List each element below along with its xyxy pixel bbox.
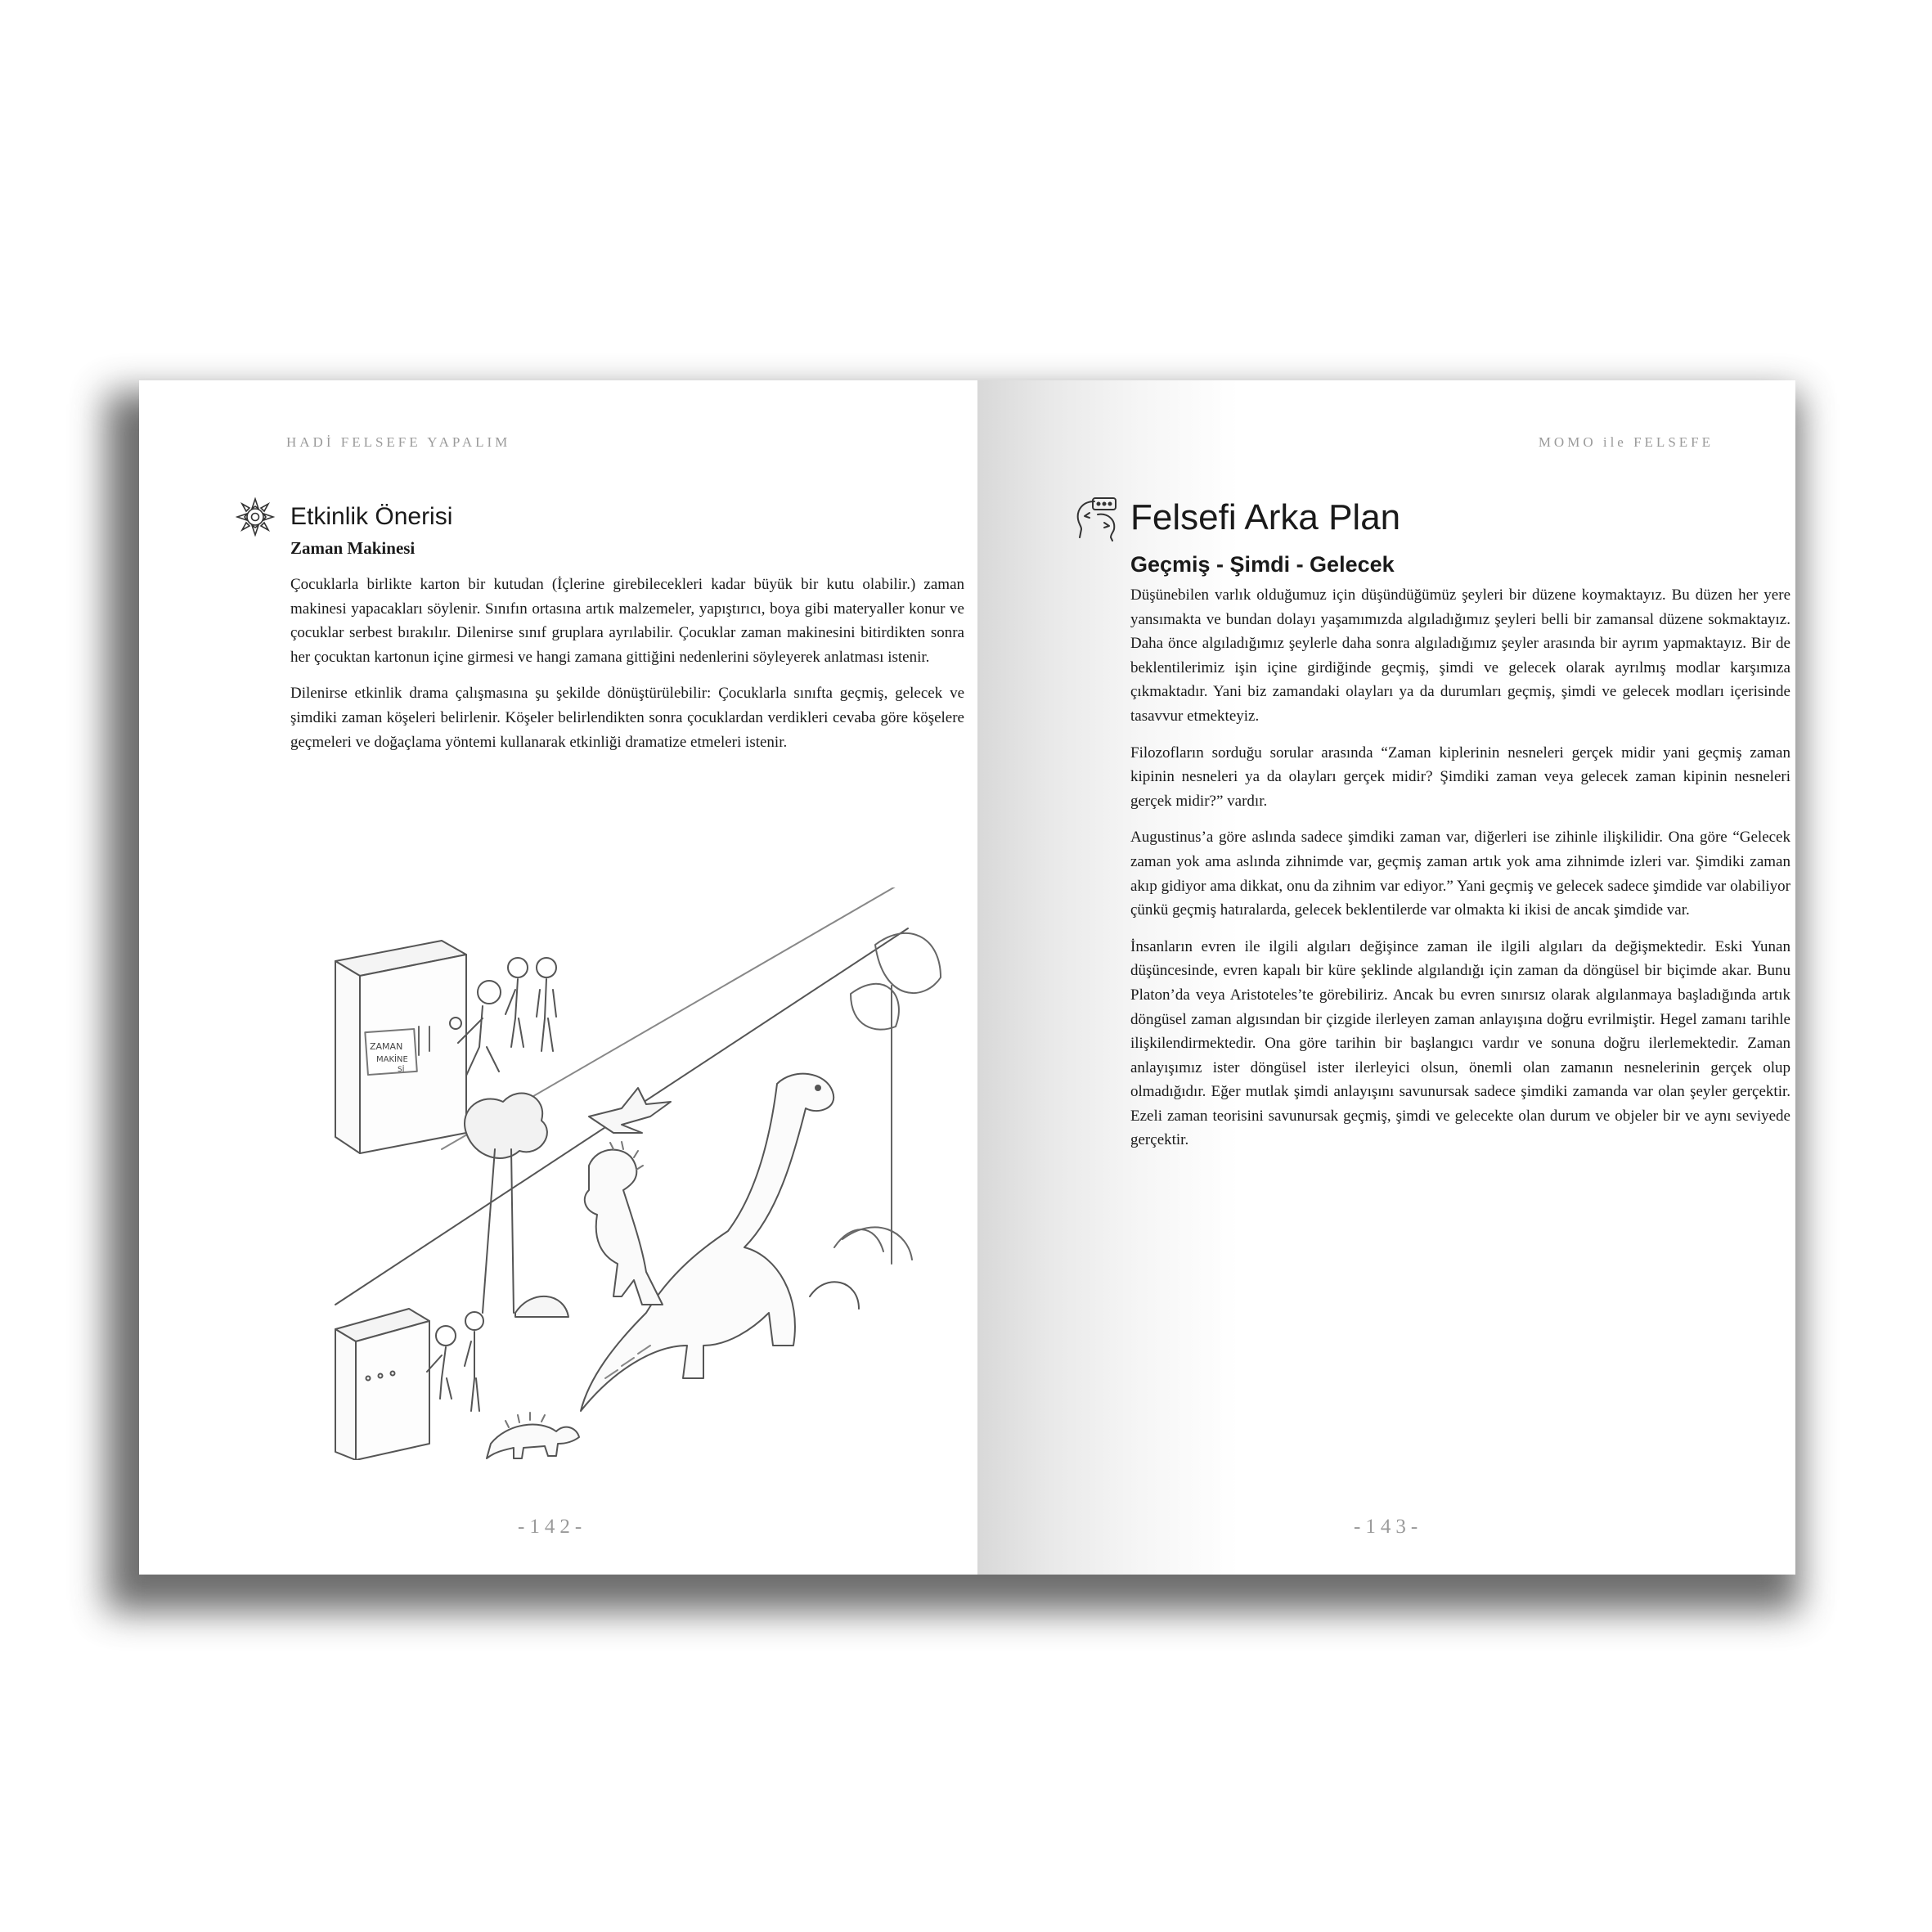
sign-text: ZAMAN <box>370 1041 403 1052</box>
activity-subtitle: Zaman Makinesi <box>290 538 416 558</box>
paragraph: Augustinus’a göre aslında sadece şimdiki zaman var, diğerleri ise zihinle ilişkilidir. Ona göre “Gelecek zaman yok ama aslında zihnimde var, geçmiş zaman artık yok ama zihnimde izleri var. Şimdiki zaman akıp gidiyor ama dikkat, onu da zihnim var ediyor.” Yani geçmiş ve gelecek sadece şimdide var olabiliyor çünkü geçmiş hatıralarda, gelecek beklentilerde var olmakta ki ikisi de ancak şimdide var. <box>1130 829 1790 919</box>
right-page <box>977 380 1795 1575</box>
time-machine-box-lower <box>335 1309 429 1460</box>
upright-dinosaur <box>585 1142 663 1305</box>
paragraph: İnsanların evren ile ilgili algıları değişince zaman ile ilgili algıları da değişmektedir. Eski Yunan düşüncesinde, evren kapalı bir küre şeklinde algılandığı için zaman da döngüsel bir biçimde akar. Bunu Platon’da veya Aristoteles’te görebiliriz. Ancak bu evren sınırsız olarak algılanmaya başladığında artık döngüsel zaman algısından bir çizgide ilerleyen zaman anlayışına doğru evrilmiştir. Hegel zamanı tarihle ilişkilendirmektedir. Ona göre tarihin bir başlangıcı vardır ve sonuna doğru ilerlemektedir. Zaman anlayışımız ister döngüsel ister ilerleyici olsun, önemli olan zamanın nesnelerinin gerçek olup olmadığıdır. Eğer mutlak şimdi anlayışını savunursak sadece şimdiki zamanda var olan şeyler gerçektir. Ezeli zaman teorisini savunursak geçmiş, şimdi ve gelecekte olan durum ve objeler bir ve aynı seviyede gerçektir. <box>1130 937 1790 1149</box>
small-dinosaur <box>487 1413 579 1458</box>
running-head: HADİ FELSEFE YAPALIM <box>286 434 511 450</box>
body-text <box>290 573 964 766</box>
body-text <box>1130 583 1790 1165</box>
running-head: MOMO ile FELSEFE <box>1538 434 1714 450</box>
paragraph: Düşünebilen varlık olduğumuz için düşündüğümüz şeyleri bir düzene koymaktayız. Bu düzen her yere yansımakta ve bundan dolayı yaşamımızda algıladığımız şeyleri belli bir zamansal düzene sokmaktayız. Daha önce algıladığımız şeylerle daha sonra algıladığımız şeyler arasında bir ayrım yapmaktayız. Bir de beklentilerimiz işin içine girdiğinde geçmiş, şimdi ve gelecek olarak ayrılmış modlar karşımıza çıkmaktadır. Yani biz zamandaki olayları ya da durumları geçmiş, şimdi ve gelecek modları içerisinde tasavvur etmekteyiz. <box>1130 586 1790 725</box>
bush <box>810 1282 859 1309</box>
tree <box>465 1094 547 1313</box>
compass-rose-icon <box>236 497 275 537</box>
sign-text: Sİ <box>398 1066 405 1074</box>
section-subtitle: Geçmiş - Şimdi - Gelecek <box>1130 552 1395 577</box>
page-number: -143- <box>1354 1516 1423 1538</box>
children-upper <box>458 958 556 1076</box>
pterodactyl <box>589 1088 671 1133</box>
time-machine-illustration <box>319 887 957 1460</box>
plants <box>834 933 941 1264</box>
left-page <box>139 380 977 1575</box>
paragraph: Dilenirse etkinlik drama çalışmasına şu şekilde dönüştürülebilir: Çocuklarla sınıfta geçmiş, gelecek ve şimdiki zaman köşeleri belirlenir. Köşeler belirlendikten sonra çocuklardan verdikleri cevaba göre köşelere geçmeleri ve doğaçlama yöntemi kullanarak etkinliği dramatize etmeleri istenir. <box>290 685 964 751</box>
section-title: Felsefi Arka Plan <box>1130 497 1401 537</box>
section-title: Etkinlik Önerisi <box>290 503 453 530</box>
thinking-heads-icon <box>1072 495 1121 544</box>
children-lower <box>427 1312 483 1411</box>
page-number: -142- <box>518 1516 587 1538</box>
sign-text: MAKİNE <box>376 1055 408 1064</box>
paragraph: Çocuklarla birlikte karton bir kutudan (İçlerine girebilecekleri kadar büyük bir kutu olabilir.) zaman makinesi yapacakları söylenir. Sınıfın ortasına artık malzemeler, yapıştırıcı, boya gibi materyaller konur ve çocuklar serbest bırakılır. Dilenirse sınıf gruplara ayrılabilir. Çocuklar zaman makinesini bitirdikten sonra her çocuktan kartonun içine girmesi ve hangi zamana gittiğini nedenlerini söyleyerek anlatması istenir. <box>290 576 964 666</box>
bush <box>515 1296 568 1317</box>
paragraph: Filozofların sorduğu sorular arasında “Zaman kiplerinin nesneleri gerçek midir yani geçmiş zaman kipinin nesneleri ya da olayları gerçek midir? Şimdiki zaman veya gelecek zaman kipinin nesneleri gerçek midir?” vardır. <box>1130 744 1790 810</box>
